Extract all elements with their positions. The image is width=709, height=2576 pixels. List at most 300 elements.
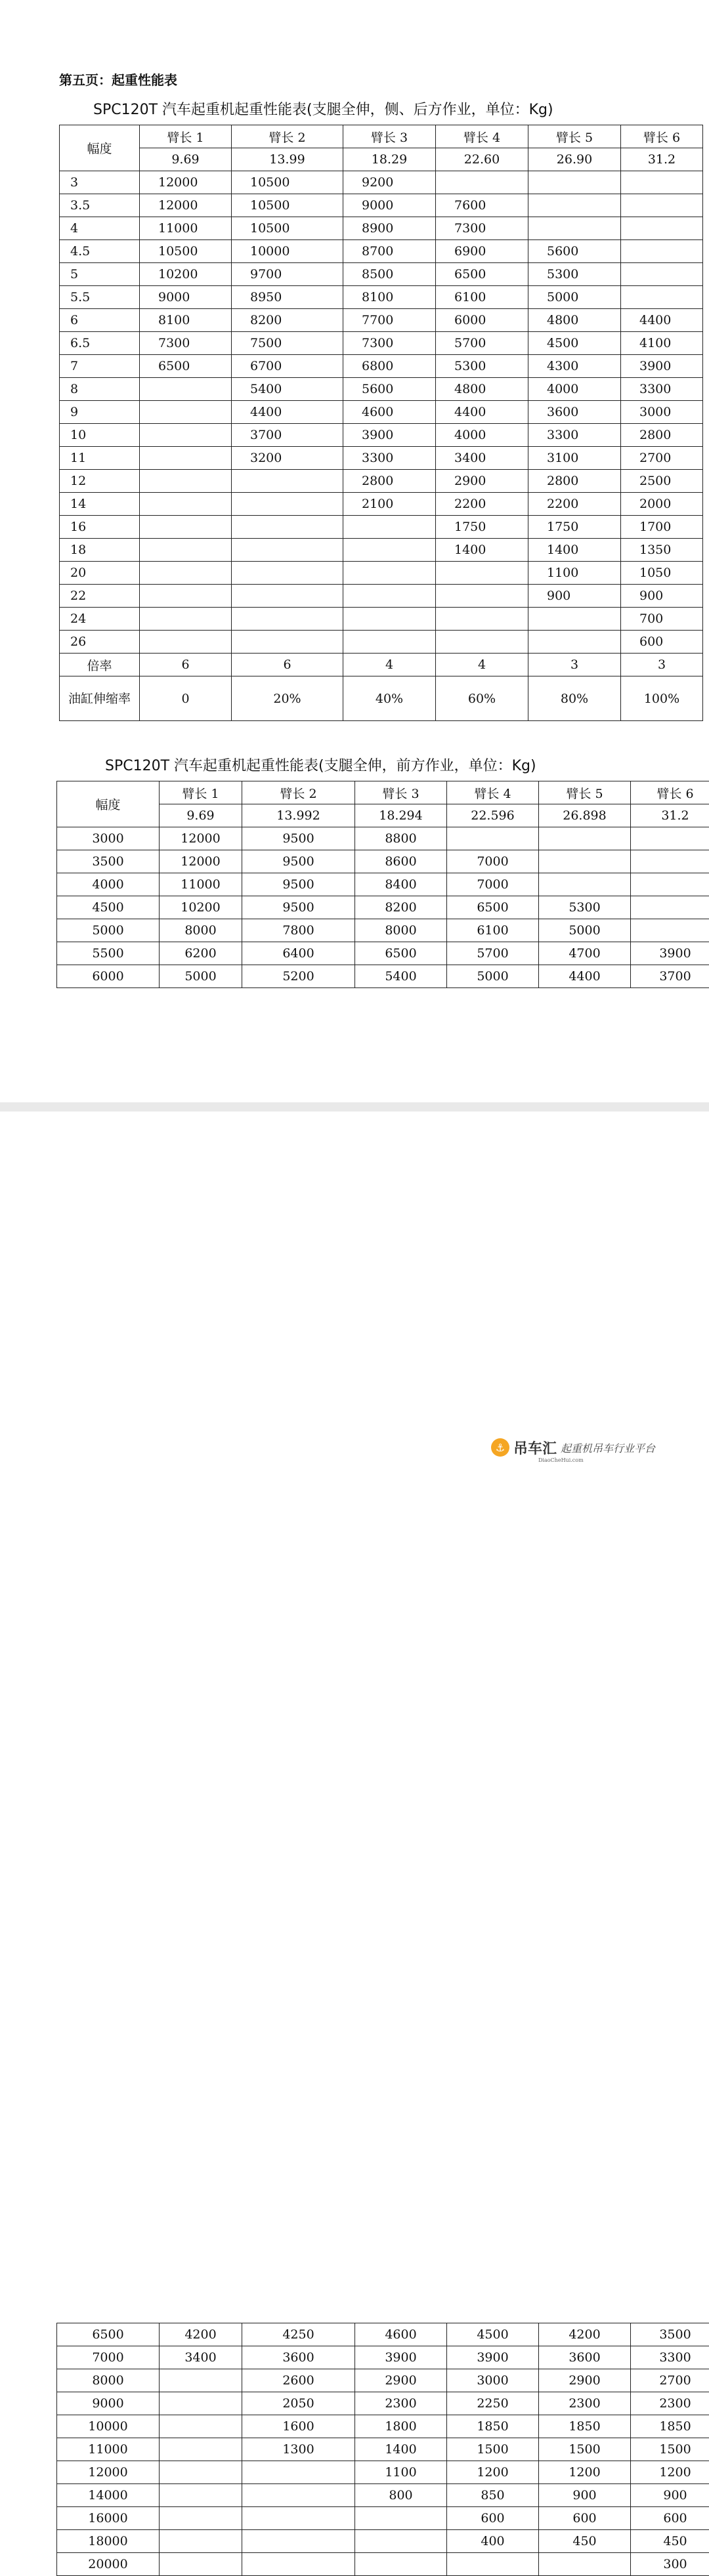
load-cell: [447, 2553, 539, 2576]
load-cell: [621, 217, 703, 240]
load-cell: 2800: [343, 470, 436, 493]
load-cell: 8000: [160, 919, 242, 942]
load-cell: 900: [528, 585, 621, 608]
load-cell: 4500: [447, 2323, 539, 2346]
radius-cell: 18: [60, 539, 140, 562]
radius-cell: 26: [60, 631, 140, 654]
load-cell: 8200: [355, 896, 447, 919]
load-cell: 1100: [528, 562, 621, 585]
table1-boom-label: 臂长 2: [232, 125, 343, 148]
load-cell: 4800: [436, 378, 528, 401]
table1-header-row-2: [60, 148, 703, 171]
load-cell: 4500: [528, 332, 621, 355]
table-row: [57, 2461, 709, 2484]
radius-cell: 22: [60, 585, 140, 608]
cylinder-label: 油缸伸缩率: [60, 676, 140, 721]
load-cell: [621, 171, 703, 194]
radius-cell: 10: [60, 424, 140, 447]
load-cell: 3900: [343, 424, 436, 447]
load-cell: 6200: [160, 942, 242, 965]
radius-cell: 6500: [57, 2323, 160, 2346]
load-cell: 5400: [232, 378, 343, 401]
load-cell: 5000: [539, 919, 631, 942]
load-cell: 1350: [621, 539, 703, 562]
load-cell: 5300: [528, 263, 621, 286]
table-row: [60, 240, 703, 263]
load-cell: 600: [539, 2507, 631, 2530]
load-cell: 2300: [355, 2392, 447, 2415]
load-cell: [355, 2553, 447, 2576]
table-row: [60, 355, 703, 378]
load-cell: [140, 470, 232, 493]
load-cell: [539, 2553, 631, 2576]
table-row: [57, 965, 709, 988]
radius-cell: 16: [60, 516, 140, 539]
load-cell: 8400: [355, 873, 447, 896]
table-row: [57, 2415, 709, 2438]
load-cell: 6900: [436, 240, 528, 263]
table-row: [57, 2346, 709, 2369]
radius-cell: 7: [60, 355, 140, 378]
load-cell: 1850: [447, 2415, 539, 2438]
load-cell: [160, 2438, 242, 2461]
load-cell: [232, 470, 343, 493]
load-cell: 4100: [621, 332, 703, 355]
load-cell: 9000: [140, 286, 232, 309]
load-cell: 3600: [528, 401, 621, 424]
load-cell: 6000: [436, 309, 528, 332]
load-cell: [160, 2415, 242, 2438]
load-cell: [160, 2369, 242, 2392]
load-cell: 3000: [447, 2369, 539, 2392]
load-cell: 6100: [447, 919, 539, 942]
table1-boom-length: 18.29: [343, 148, 436, 171]
radius-cell: 10000: [57, 2415, 160, 2438]
load-cell: [242, 2484, 355, 2507]
table-row: [60, 631, 703, 654]
table2-boom-length: 22.596: [447, 804, 539, 827]
load-cell: 3300: [621, 378, 703, 401]
load-cell: [355, 2530, 447, 2553]
table-row: [60, 585, 703, 608]
load-cell: [160, 2461, 242, 2484]
load-cell: 1750: [528, 516, 621, 539]
load-chart-table-front: [56, 781, 709, 988]
load-cell: 1050: [621, 562, 703, 585]
load-cell: 1200: [447, 2461, 539, 2484]
table-row: [60, 263, 703, 286]
table-row: [57, 873, 709, 896]
load-cell: 7500: [232, 332, 343, 355]
table1-boom-label: 臂长 4: [436, 125, 528, 148]
load-cell: [140, 401, 232, 424]
load-cell: [232, 562, 343, 585]
load-cell: 12000: [140, 194, 232, 217]
load-cell: 8000: [355, 919, 447, 942]
ratio-value: 4: [343, 654, 436, 676]
radius-cell: 3.5: [60, 194, 140, 217]
table2-boom-label: 臂长 3: [355, 781, 447, 804]
load-cell: 7300: [140, 332, 232, 355]
table2-boom-label: 臂长 4: [447, 781, 539, 804]
load-cell: 10500: [232, 171, 343, 194]
load-cell: [232, 493, 343, 516]
load-cell: 900: [631, 2484, 709, 2507]
load-cell: 1850: [631, 2415, 709, 2438]
load-cell: [160, 2392, 242, 2415]
radius-cell: 20000: [57, 2553, 160, 2576]
load-cell: 5600: [343, 378, 436, 401]
radius-cell: 3: [60, 171, 140, 194]
ratio-value: 6: [140, 654, 232, 676]
page-separator: [0, 1102, 709, 1111]
load-cell: [140, 562, 232, 585]
table1-boom-label: 臂长 1: [140, 125, 232, 148]
load-cell: [160, 2484, 242, 2507]
cylinder-value: 100%: [621, 676, 703, 721]
load-cell: 4300: [528, 355, 621, 378]
load-cell: 400: [447, 2530, 539, 2553]
load-cell: 9500: [242, 873, 355, 896]
ratio-value: 6: [232, 654, 343, 676]
load-cell: 1300: [242, 2438, 355, 2461]
load-cell: 3400: [160, 2346, 242, 2369]
section-heading: 第五页：起重性能表: [59, 70, 177, 89]
table2-header-row-1: [57, 781, 709, 804]
load-cell: 2900: [355, 2369, 447, 2392]
table2-boom-label: 臂长 5: [539, 781, 631, 804]
watermark-brand: 吊车汇: [513, 1438, 557, 1458]
load-cell: 10500: [232, 194, 343, 217]
radius-cell: 5000: [57, 919, 160, 942]
radius-cell: 4500: [57, 896, 160, 919]
table-row: [57, 2530, 709, 2553]
load-cell: 4400: [232, 401, 343, 424]
load-cell: 800: [355, 2484, 447, 2507]
load-cell: 8100: [343, 286, 436, 309]
load-cell: [621, 194, 703, 217]
ratio-label: 倍率: [60, 654, 140, 676]
load-cell: 600: [621, 631, 703, 654]
load-cell: 2200: [436, 493, 528, 516]
load-cell: [343, 585, 436, 608]
cylinder-value: 80%: [528, 676, 621, 721]
load-cell: [436, 608, 528, 631]
load-cell: [160, 2530, 242, 2553]
document-page-bottom: [0, 1111, 709, 1467]
load-cell: 12000: [160, 827, 242, 850]
load-cell: 4200: [539, 2323, 631, 2346]
load-cell: [160, 2507, 242, 2530]
load-cell: [436, 631, 528, 654]
watermark-slogan: 起重机吊车行业平台: [561, 1440, 655, 1455]
watermark-site: DiaoCheHui.com: [538, 1457, 584, 1463]
load-cell: [232, 539, 343, 562]
load-cell: 3900: [355, 2346, 447, 2369]
load-cell: 3300: [343, 447, 436, 470]
load-cell: 7000: [447, 850, 539, 873]
table1-boom-label: 臂长 6: [621, 125, 703, 148]
radius-cell: 7000: [57, 2346, 160, 2369]
load-chart-table-side-rear: [59, 125, 703, 721]
table-row: [60, 470, 703, 493]
table-row: [60, 447, 703, 470]
load-cell: 3600: [539, 2346, 631, 2369]
table-row: [60, 516, 703, 539]
radius-cell: 9000: [57, 2392, 160, 2415]
site-watermark: [491, 1434, 709, 1461]
document-page-top: [0, 0, 709, 1102]
table-row: [60, 378, 703, 401]
cylinder-value: 40%: [343, 676, 436, 721]
load-cell: 1500: [447, 2438, 539, 2461]
load-cell: 450: [539, 2530, 631, 2553]
table2-boom-label: 臂长 1: [160, 781, 242, 804]
load-cell: 7300: [343, 332, 436, 355]
load-cell: 7600: [436, 194, 528, 217]
load-cell: 1700: [621, 516, 703, 539]
radius-cell: 3500: [57, 850, 160, 873]
radius-cell: 12: [60, 470, 140, 493]
load-cell: [140, 424, 232, 447]
table-row: [60, 401, 703, 424]
radius-cell: 20: [60, 562, 140, 585]
radius-cell: 5.5: [60, 286, 140, 309]
load-cell: [242, 2530, 355, 2553]
load-cell: [539, 850, 631, 873]
load-cell: 9000: [343, 194, 436, 217]
load-cell: 7000: [447, 873, 539, 896]
load-cell: 6500: [355, 942, 447, 965]
table-row: [60, 562, 703, 585]
load-cell: [343, 539, 436, 562]
load-cell: 300: [631, 2553, 709, 2576]
table1-cylinder-row: [60, 676, 703, 721]
table-row: [57, 2484, 709, 2507]
load-cell: 11000: [140, 217, 232, 240]
load-cell: 6400: [242, 942, 355, 965]
load-cell: [631, 850, 709, 873]
load-cell: [160, 2553, 242, 2576]
load-cell: 5600: [528, 240, 621, 263]
load-cell: 5700: [436, 332, 528, 355]
load-cell: 4400: [436, 401, 528, 424]
table-row: [57, 2553, 709, 2576]
load-cell: [539, 827, 631, 850]
load-cell: 2100: [343, 493, 436, 516]
load-cell: [242, 2507, 355, 2530]
load-cell: 3900: [447, 2346, 539, 2369]
table2-boom-label: 臂长 2: [242, 781, 355, 804]
load-cell: [140, 516, 232, 539]
load-cell: [232, 608, 343, 631]
table1-boom-length: 26.90: [528, 148, 621, 171]
table-row: [57, 2323, 709, 2346]
load-cell: 3900: [631, 942, 709, 965]
table-row: [57, 919, 709, 942]
load-cell: 850: [447, 2484, 539, 2507]
load-cell: [631, 873, 709, 896]
load-cell: 2700: [631, 2369, 709, 2392]
load-cell: 5000: [447, 965, 539, 988]
load-cell: 2800: [621, 424, 703, 447]
load-cell: 8800: [355, 827, 447, 850]
table-row: [60, 217, 703, 240]
table-row: [60, 286, 703, 309]
load-cell: [436, 562, 528, 585]
load-cell: 3000: [621, 401, 703, 424]
load-cell: 3100: [528, 447, 621, 470]
load-cell: 10000: [232, 240, 343, 263]
load-cell: [528, 631, 621, 654]
load-cell: 8900: [343, 217, 436, 240]
table-row: [57, 896, 709, 919]
load-cell: [140, 378, 232, 401]
load-cell: 6500: [436, 263, 528, 286]
load-cell: 3300: [631, 2346, 709, 2369]
load-cell: 9200: [343, 171, 436, 194]
load-cell: 3500: [631, 2323, 709, 2346]
cylinder-value: 20%: [232, 676, 343, 721]
load-cell: 1400: [355, 2438, 447, 2461]
table2-corner-label: 幅度: [57, 781, 160, 827]
load-cell: 1500: [631, 2438, 709, 2461]
load-cell: [140, 539, 232, 562]
load-cell: 6800: [343, 355, 436, 378]
load-cell: 3200: [232, 447, 343, 470]
radius-cell: 16000: [57, 2507, 160, 2530]
load-cell: [528, 194, 621, 217]
radius-cell: 4000: [57, 873, 160, 896]
table-row: [60, 332, 703, 355]
load-cell: 2600: [242, 2369, 355, 2392]
load-cell: 9700: [232, 263, 343, 286]
load-cell: [242, 2461, 355, 2484]
radius-cell: 18000: [57, 2530, 160, 2553]
load-cell: 2900: [539, 2369, 631, 2392]
load-cell: 8700: [343, 240, 436, 263]
table2-title: SPC120T 汽车起重机起重性能表(支腿全伸，前方作业，单位：Kg): [105, 755, 536, 775]
load-cell: [436, 585, 528, 608]
load-cell: 7800: [242, 919, 355, 942]
table-row: [60, 493, 703, 516]
load-cell: 4600: [343, 401, 436, 424]
table-row: [60, 608, 703, 631]
load-cell: 5400: [355, 965, 447, 988]
load-cell: 4250: [242, 2323, 355, 2346]
load-cell: 2900: [436, 470, 528, 493]
load-cell: 2250: [447, 2392, 539, 2415]
load-cell: 1200: [631, 2461, 709, 2484]
table1-title: SPC120T 汽车起重机起重性能表(支腿全伸，侧、后方作业，单位：Kg): [93, 98, 553, 119]
load-cell: 5300: [539, 896, 631, 919]
load-cell: 5200: [242, 965, 355, 988]
table-row: [60, 539, 703, 562]
table2-boom-label: 臂长 6: [631, 781, 709, 804]
load-cell: 7300: [436, 217, 528, 240]
radius-cell: 14000: [57, 2484, 160, 2507]
load-cell: 4800: [528, 309, 621, 332]
load-cell: [343, 562, 436, 585]
load-cell: 3300: [528, 424, 621, 447]
table-row: [57, 2438, 709, 2461]
radius-cell: 8: [60, 378, 140, 401]
load-cell: 3700: [232, 424, 343, 447]
table2-boom-length: 26.898: [539, 804, 631, 827]
load-cell: 6500: [447, 896, 539, 919]
load-cell: 1600: [242, 2415, 355, 2438]
load-cell: 2000: [621, 493, 703, 516]
load-cell: [621, 263, 703, 286]
load-cell: 4400: [539, 965, 631, 988]
load-cell: 4400: [621, 309, 703, 332]
load-cell: 10500: [232, 217, 343, 240]
load-cell: [528, 217, 621, 240]
load-cell: 600: [631, 2507, 709, 2530]
radius-cell: 24: [60, 608, 140, 631]
load-chart-table-front-continued: [56, 2323, 709, 2576]
table-row: [60, 309, 703, 332]
load-cell: 5000: [528, 286, 621, 309]
load-cell: 6500: [140, 355, 232, 378]
table1-header-row-1: [60, 125, 703, 148]
load-cell: [140, 608, 232, 631]
load-cell: 5000: [160, 965, 242, 988]
table-row: [60, 171, 703, 194]
load-cell: 5300: [436, 355, 528, 378]
load-cell: 10200: [160, 896, 242, 919]
ratio-value: 4: [436, 654, 528, 676]
load-cell: 1800: [355, 2415, 447, 2438]
load-cell: [528, 608, 621, 631]
load-cell: 3900: [621, 355, 703, 378]
load-cell: [242, 2553, 355, 2576]
table2-boom-length: 31.2: [631, 804, 709, 827]
ratio-value: 3: [528, 654, 621, 676]
table2-body: [57, 827, 709, 988]
table2-boom-length: 18.294: [355, 804, 447, 827]
table-row: [57, 2392, 709, 2415]
table1-boom-length: 31.2: [621, 148, 703, 171]
load-cell: [140, 631, 232, 654]
load-cell: 2050: [242, 2392, 355, 2415]
radius-cell: 9: [60, 401, 140, 424]
load-cell: 8100: [140, 309, 232, 332]
load-cell: 450: [631, 2530, 709, 2553]
load-cell: 2500: [621, 470, 703, 493]
load-cell: 9500: [242, 850, 355, 873]
load-cell: [140, 493, 232, 516]
load-cell: 2300: [539, 2392, 631, 2415]
load-cell: 3600: [242, 2346, 355, 2369]
load-cell: 900: [621, 585, 703, 608]
radius-cell: 11000: [57, 2438, 160, 2461]
load-cell: 4000: [528, 378, 621, 401]
load-cell: [631, 896, 709, 919]
table2-boom-length: 13.992: [242, 804, 355, 827]
table1-boom-label: 臂长 5: [528, 125, 621, 148]
load-cell: 1850: [539, 2415, 631, 2438]
radius-cell: 12000: [57, 2461, 160, 2484]
radius-cell: 11: [60, 447, 140, 470]
table1-boom-length: 9.69: [140, 148, 232, 171]
load-cell: [140, 447, 232, 470]
table1-boom-length: 22.60: [436, 148, 528, 171]
load-cell: 1100: [355, 2461, 447, 2484]
load-cell: [343, 631, 436, 654]
table-row: [57, 2369, 709, 2392]
load-cell: [621, 240, 703, 263]
